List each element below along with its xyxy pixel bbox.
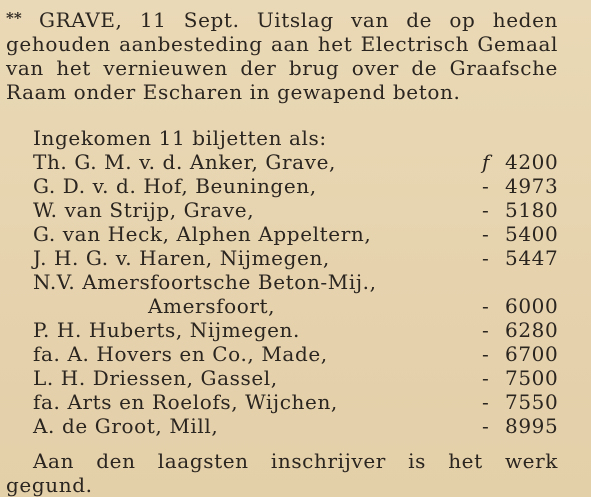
bid-name: P. H. Huberts, Nijmegen. [33, 318, 300, 342]
bid-name: L. H. Driessen, Gassel, [33, 366, 278, 390]
bid-row [33, 246, 558, 270]
article-intro-text: 11 Sept. Uitslag van de op heden gehouden aanbesteding aan het Electrisch Gemaal van het vernieuwen der brug over de Graafsche Raam onder Escharen in gewapend beton. [6, 8, 559, 104]
bid-name: Amersfoort, [148, 294, 276, 318]
bid-row [33, 222, 558, 246]
bid-dash: - [482, 198, 490, 222]
bid-amount: 5180 [505, 198, 559, 222]
bid-name: G. D. v. d. Hof, Beuningen, [33, 174, 317, 198]
bid-row [33, 390, 558, 414]
bid-dash: - [482, 414, 490, 438]
bid-amount: 6280 [505, 318, 559, 342]
bid-row [33, 294, 558, 318]
received-line [33, 126, 558, 150]
bid-amount: 4973 [505, 174, 559, 198]
bid-amount: 6000 [505, 294, 559, 318]
bid-row [33, 318, 558, 342]
bid-dash: - [482, 246, 490, 270]
bid-amount: 6700 [505, 342, 559, 366]
bid-name: A. de Groot, Mill, [33, 414, 219, 438]
bid-name: W. van Strijp, Grave, [33, 198, 255, 222]
bid-name: N.V. Amersfoortsche Beton-Mij., [33, 270, 377, 294]
bid-name: J. H. G. v. Haren, Nijmegen, [33, 246, 330, 270]
bid-row [33, 174, 558, 198]
bid-row [33, 342, 558, 366]
bid-row [33, 198, 558, 222]
bid-currency: f [482, 150, 491, 174]
bid-dash: - [482, 294, 490, 318]
bid-dash: - [482, 174, 490, 198]
article-place: GRAVE, [39, 8, 123, 32]
bid-amount: 4200 [505, 150, 559, 174]
bid-dash: - [482, 390, 490, 414]
article-stars: ** [6, 9, 22, 27]
bid-dash: - [482, 366, 490, 390]
article-conclusion: Aan den laagsten inschrijver is het werk gegund. [6, 449, 558, 497]
bid-name: fa. Arts en Roelofs, Wijchen, [33, 390, 338, 414]
bid-name: fa. A. Hovers en Co., Made, [33, 342, 328, 366]
bid-row [33, 414, 558, 438]
received-text: Ingekomen 11 biljetten als: [33, 126, 327, 150]
bid-name: G. van Heck, Alphen Appeltern, [33, 222, 372, 246]
bid-name: Th. G. M. v. d. Anker, Grave, [33, 150, 336, 174]
bid-row [33, 366, 558, 390]
bid-amount: 7550 [505, 390, 559, 414]
bid-amount: 5447 [505, 246, 559, 270]
bid-dash: - [482, 318, 490, 342]
bid-amount: 8995 [505, 414, 559, 438]
bid-dash: - [482, 222, 490, 246]
bid-row [33, 270, 558, 294]
bid-dash: - [482, 342, 490, 366]
bid-amount: 7500 [505, 366, 559, 390]
bid-row [33, 150, 558, 174]
bid-amount: 5400 [505, 222, 559, 246]
